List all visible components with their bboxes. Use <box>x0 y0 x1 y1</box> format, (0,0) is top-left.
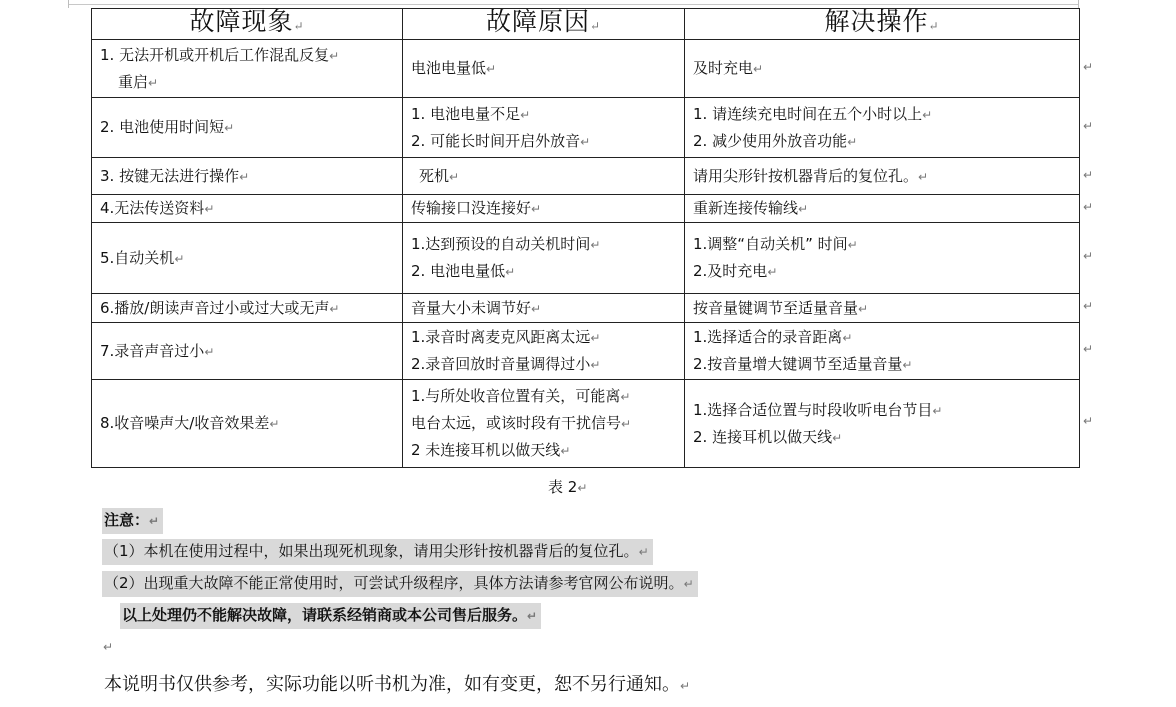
solution-line: 及时充电 <box>693 59 754 77</box>
symptom-line: 3. 按键无法进行操作 <box>100 166 240 185</box>
paragraph-mark: ↵ <box>842 331 853 345</box>
notes-heading: 注意：↵ <box>102 508 163 534</box>
paragraph-mark: ↵ <box>590 331 601 345</box>
paragraph-mark: ↵ <box>590 358 601 372</box>
paragraph-mark: ↵ <box>520 107 531 122</box>
symptom-cell <box>92 223 403 294</box>
header-symptom: 故障现象↵ <box>92 9 403 40</box>
symptom-line: 4.无法传送资料 <box>100 199 205 217</box>
row-end-mark: ↵ <box>1083 119 1094 133</box>
row-end-mark: ↵ <box>1083 298 1094 313</box>
disclaimer-text: 本说明书仅供参考，实际功能以听书机为准，如有变更，恕不另行通知。↵ <box>104 674 691 695</box>
solution-line: 1.调整“自动关机” 时间 <box>693 235 848 253</box>
cause-line: 2 未连接耳机以做天线 <box>411 441 561 459</box>
cause-line: 1. 电池电量不足 <box>411 104 521 123</box>
symptom-line: 5.自动关机 <box>100 248 175 267</box>
cause-cell <box>403 158 685 195</box>
paragraph-mark: ↵ <box>753 62 764 76</box>
symptom-line: 1. 无法开机或开机后工作混乱反复 <box>100 45 330 64</box>
row-end-mark: ↵ <box>1083 199 1094 214</box>
symptom-cell <box>92 380 403 468</box>
solution-cell <box>685 40 1080 98</box>
cause-line: 电池电量低 <box>411 59 487 77</box>
cause-line: 1.与所处收音位置有关，可能离 <box>411 387 621 405</box>
table-row <box>92 98 1080 158</box>
paragraph-mark: ↵ <box>148 75 159 90</box>
margin-tick-right <box>1078 0 1079 8</box>
symptom-line: 7.录音声音过小 <box>100 341 205 360</box>
solution-line: 1.选择合适位置与时段收听电台节目 <box>693 400 933 419</box>
solution-line: 2. 连接耳机以做天线 <box>693 427 833 446</box>
symptom-line: 2. 电池使用时间短 <box>100 118 225 136</box>
note-item-1: （1）本机在使用过程中，如果出现死机现象，请用尖形针按机器背后的复位孔。↵ <box>102 539 653 565</box>
paragraph-mark: ↵ <box>505 265 516 279</box>
margin-tick-left <box>68 0 69 8</box>
paragraph-mark: ↵ <box>449 169 460 184</box>
solution-line: 1.选择适合的录音距离 <box>693 328 843 346</box>
solution-line: 2.按音量增大键调节至适量音量 <box>693 355 903 373</box>
cause-line: 1.达到预设的自动关机时间 <box>411 235 591 253</box>
table-row <box>92 323 1080 380</box>
cause-line: 2.录音回放时音量调得过小 <box>411 355 591 373</box>
solution-cell <box>685 98 1080 158</box>
symptom-cell <box>92 40 403 98</box>
solution-cell <box>685 223 1080 294</box>
paragraph-mark: ↵ <box>932 403 943 418</box>
symptom-cell <box>92 294 403 323</box>
solution-line: 按音量键调节至适量音量 <box>693 298 859 317</box>
solution-cell <box>685 380 1080 468</box>
paragraph-mark: ↵ <box>329 48 340 63</box>
empty-paragraph-mark: ↵ <box>103 640 114 654</box>
paragraph-mark: ↵ <box>486 62 497 76</box>
after-sales-note: 以上处理仍不能解决故障，请联系经销商或本公司售后服务。↵ <box>120 603 541 629</box>
row-end-mark: ↵ <box>1083 60 1094 74</box>
solution-cell <box>685 323 1080 380</box>
cause-line: 2. 电池电量低 <box>411 262 506 280</box>
solution-line: 重新连接传输线 <box>693 199 799 217</box>
cause-cell <box>403 323 685 380</box>
solution-line: 2.及时充电 <box>693 262 768 280</box>
cause-line: 1.录音时离麦克风距离太远 <box>411 328 591 346</box>
paragraph-mark: ↵ <box>621 417 632 431</box>
cause-line: 死机 <box>419 166 450 185</box>
page-top-border <box>68 4 1078 5</box>
paragraph-mark: ↵ <box>204 202 215 216</box>
solution-line: 1. 请连续充电时间在五个小时以上 <box>693 104 923 123</box>
cause-cell <box>403 195 685 223</box>
symptom-cell <box>92 323 403 380</box>
symptom-cell <box>92 195 403 223</box>
row-end-mark: ↵ <box>1083 414 1094 428</box>
paragraph-mark: ↵ <box>767 265 778 279</box>
cause-cell <box>403 380 685 468</box>
paragraph-mark: ↵ <box>560 444 571 458</box>
solution-line: 2. 减少使用外放音功能 <box>693 131 848 150</box>
cause-cell <box>403 223 685 294</box>
troubleshooting-table <box>91 8 1080 468</box>
symptom-cell <box>92 98 403 158</box>
paragraph-mark: ↵ <box>531 202 542 216</box>
row-end-mark: ↵ <box>1083 167 1094 182</box>
header-solution: 解决操作↵ <box>685 9 1080 40</box>
paragraph-mark: ↵ <box>922 107 933 122</box>
paragraph-mark: ↵ <box>918 169 929 184</box>
table-row <box>92 40 1080 98</box>
row-end-mark: ↵ <box>1083 341 1094 356</box>
table-caption: 表 2↵ <box>548 478 588 496</box>
solution-cell <box>685 294 1080 323</box>
cause-cell <box>403 40 685 98</box>
cause-cell <box>403 98 685 158</box>
solution-cell <box>685 195 1080 223</box>
solution-line: 请用尖形针按机器背后的复位孔。 <box>693 166 919 185</box>
symptom-cell <box>92 158 403 195</box>
paragraph-mark: ↵ <box>204 344 215 359</box>
table-row <box>92 294 1080 323</box>
paragraph-mark: ↵ <box>798 202 809 216</box>
paragraph-mark: ↵ <box>174 251 185 266</box>
table-row <box>92 380 1080 468</box>
solution-cell <box>685 158 1080 195</box>
paragraph-mark: ↵ <box>847 134 858 149</box>
paragraph-mark: ↵ <box>858 301 869 316</box>
cause-line: 音量大小未调节好 <box>411 298 532 317</box>
note-item-2: （2）出现重大故障不能正常使用时，可尝试升级程序，具体方法请参考官网公布说明。↵ <box>102 571 698 597</box>
paragraph-mark: ↵ <box>580 134 591 149</box>
cause-line: 传输接口没连接好 <box>411 199 532 217</box>
cause-line: 电台太远，或该时段有干扰信号 <box>411 414 622 432</box>
paragraph-mark: ↵ <box>531 301 542 316</box>
paragraph-mark: ↵ <box>329 301 340 316</box>
cause-line: 2. 可能长时间开启外放音 <box>411 131 581 150</box>
paragraph-mark: ↵ <box>239 169 250 184</box>
table-row <box>92 195 1080 223</box>
paragraph-mark: ↵ <box>224 121 235 135</box>
paragraph-mark: ↵ <box>847 238 858 252</box>
paragraph-mark: ↵ <box>590 238 601 252</box>
header-cause: 故障原因↵ <box>403 9 685 40</box>
symptom-line: 6.播放/朗读声音过小或过大或无声 <box>100 298 330 317</box>
paragraph-mark: ↵ <box>902 358 913 372</box>
paragraph-mark: ↵ <box>620 390 631 404</box>
row-end-mark: ↵ <box>1083 248 1094 263</box>
paragraph-mark: ↵ <box>832 430 843 445</box>
symptom-line: 重启 <box>118 72 149 91</box>
table-row <box>92 223 1080 294</box>
table-row <box>92 158 1080 195</box>
symptom-line: 8.收音噪声大/收音效果差 <box>100 414 270 432</box>
table-header-row <box>92 9 1080 40</box>
paragraph-mark: ↵ <box>269 417 280 431</box>
cause-cell <box>403 294 685 323</box>
